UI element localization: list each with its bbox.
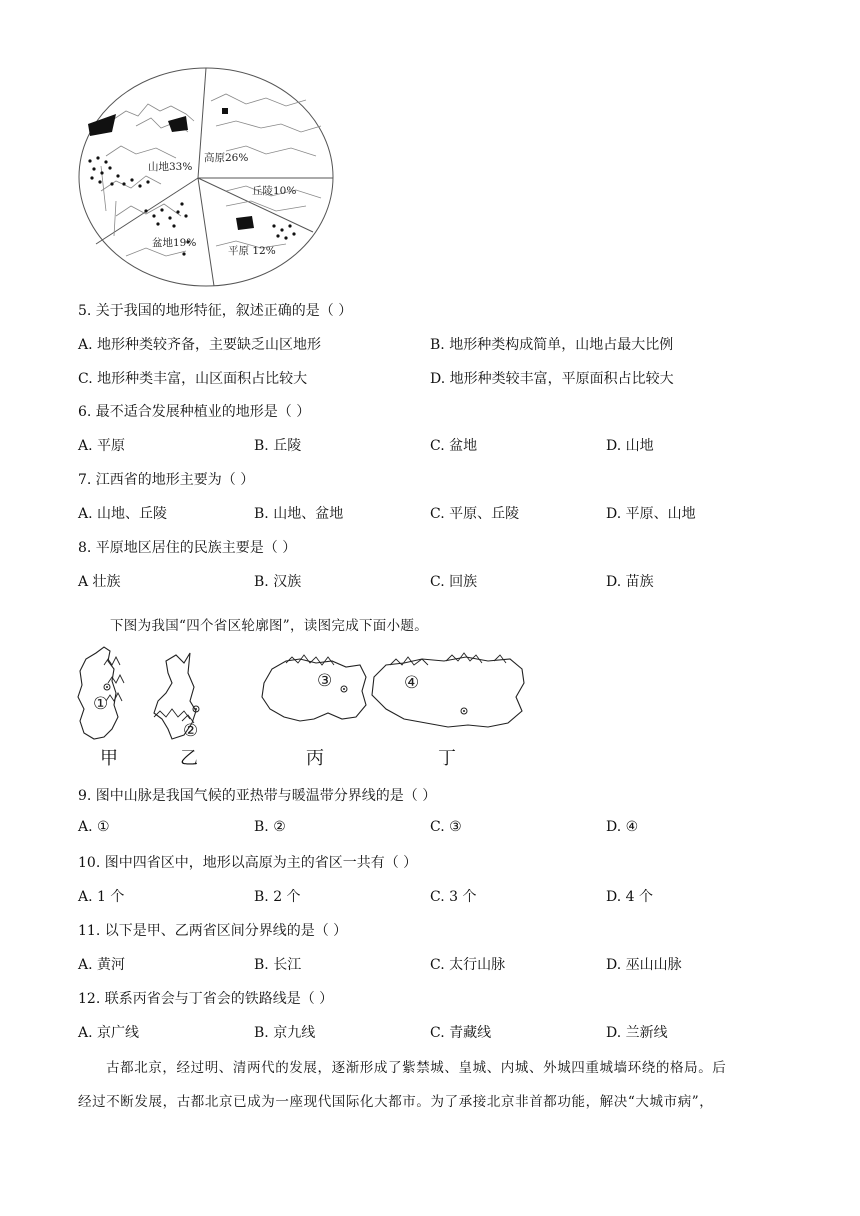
province-jia-number: ①: [93, 694, 109, 714]
question-7-option-c[interactable]: C. 平原、丘陵: [430, 506, 520, 522]
province-ding-mountains: [390, 653, 506, 665]
question-8-option-c[interactable]: C. 回族: [430, 574, 478, 590]
question-12-option-d[interactable]: D. 兰新线: [606, 1025, 668, 1041]
question-8-option-a[interactable]: A 壮族: [78, 574, 121, 590]
question-8-option-b[interactable]: B. 汉族: [254, 574, 302, 590]
question-11-option-a[interactable]: A. 黄河: [78, 957, 126, 973]
question-11-option-d[interactable]: D. 巫山山脉: [606, 957, 682, 973]
province-ding-outline: [372, 657, 524, 727]
question-11-option-b[interactable]: B. 长江: [254, 957, 302, 973]
question-9-option-c[interactable]: C. ③: [430, 819, 462, 835]
province-jia-outline: [78, 647, 118, 739]
passage-line-2: 经过不断发展，古都北京已成为一座现代国际化大都市。为了承接北京非首都功能，解决“大城市病”，: [78, 1094, 714, 1110]
question-6-stem: 6. 最不适合发展种植业的地形是（ ）: [78, 404, 311, 420]
question-7-option-b[interactable]: B. 山地、盆地: [254, 506, 344, 522]
question-5-option-a[interactable]: A. 地形种类较齐备，主要缺乏山区地形: [78, 337, 322, 353]
question-9-stem: 9. 图中山脉是我国气候的亚热带与暖温带分界线的是（ ）: [78, 788, 437, 804]
province-bing-number: ③: [317, 671, 333, 691]
province-ding-capital-dot: [463, 710, 465, 712]
question-10-option-b[interactable]: B. 2 个: [254, 889, 301, 905]
province-yi-capital-dot: [195, 708, 197, 710]
province-yi-number: ②: [183, 721, 199, 741]
pie-label-basin: 盆地19%: [152, 237, 197, 249]
question-7-stem: 7. 江西省的地形主要为（ ）: [78, 472, 255, 488]
terrain-pie-figure: [76, 66, 336, 288]
question-12-option-b[interactable]: B. 京九线: [254, 1025, 316, 1041]
question-11-option-c[interactable]: C. 太行山脉: [430, 957, 506, 973]
question-6-option-b[interactable]: B. 丘陵: [254, 438, 302, 454]
question-11-stem: 11. 以下是甲、乙两省区间分界线的是（ ）: [78, 923, 348, 939]
map-intro-text: 下图为我国“四个省区轮廓图”，读图完成下面小题。: [110, 618, 429, 634]
question-6-option-d[interactable]: D. 山地: [606, 438, 654, 454]
question-5-option-c[interactable]: C. 地形种类丰富，山区面积占比较大: [78, 371, 308, 387]
question-5-option-b[interactable]: B. 地形种类构成简单，山地占最大比例: [430, 337, 674, 353]
province-bing-capital-dot: [343, 688, 345, 690]
province-bing-outline: [262, 659, 366, 721]
question-7-option-d[interactable]: D. 平原、山地: [606, 506, 696, 522]
question-9-option-d[interactable]: D. ④: [606, 819, 639, 835]
terrain-sketch: [96, 94, 321, 256]
province-ding-number: ④: [404, 673, 420, 693]
question-6-option-a[interactable]: A. 平原: [78, 438, 126, 454]
question-10-option-d[interactable]: D. 4 个: [606, 889, 653, 905]
map-label-jia: 甲: [100, 748, 118, 769]
map-label-bing: 丙: [306, 748, 324, 769]
question-10-option-a[interactable]: A. 1 个: [78, 889, 125, 905]
passage-line-1: 古都北京，经过明、清两代的发展，逐渐形成了紫禁城、皇城、内城、外城四重城墙环绕的格局。后: [106, 1060, 727, 1076]
question-9-option-a[interactable]: A. ①: [78, 819, 110, 835]
question-6-option-c[interactable]: C. 盆地: [430, 438, 478, 454]
province-outlines-figure: [74, 643, 534, 743]
question-10-stem: 10. 图中四省区中，地形以高原为主的省区一共有（ ）: [78, 855, 418, 871]
question-12-option-a[interactable]: A. 京广线: [78, 1025, 140, 1041]
map-label-ding: 丁: [438, 748, 456, 769]
province-jia-capital-dot: [106, 686, 108, 688]
pie-label-plain: 平原 12%: [228, 245, 276, 257]
question-5-option-d[interactable]: D. 地形种类较丰富，平原面积占比较大: [430, 371, 674, 387]
pie-label-mountain: 山地33%: [148, 161, 193, 173]
question-5-stem: 5. 关于我国的地形特征，叙述正确的是（ ）: [78, 303, 353, 319]
question-10-option-c[interactable]: C. 3 个: [430, 889, 477, 905]
pie-label-hills: 丘陵10%: [252, 185, 297, 197]
question-8-stem: 8. 平原地区居住的民族主要是（ ）: [78, 540, 297, 556]
map-label-yi: 乙: [180, 748, 198, 769]
question-7-option-a[interactable]: A. 山地、丘陵: [78, 506, 168, 522]
question-12-option-c[interactable]: C. 青藏线: [430, 1025, 492, 1041]
question-9-option-b[interactable]: B. ②: [254, 819, 286, 835]
question-8-option-d[interactable]: D. 苗族: [606, 574, 654, 590]
question-12-stem: 12. 联系丙省会与丁省会的铁路线是（ ）: [78, 991, 334, 1007]
pie-label-plateau: 高原26%: [204, 152, 249, 164]
